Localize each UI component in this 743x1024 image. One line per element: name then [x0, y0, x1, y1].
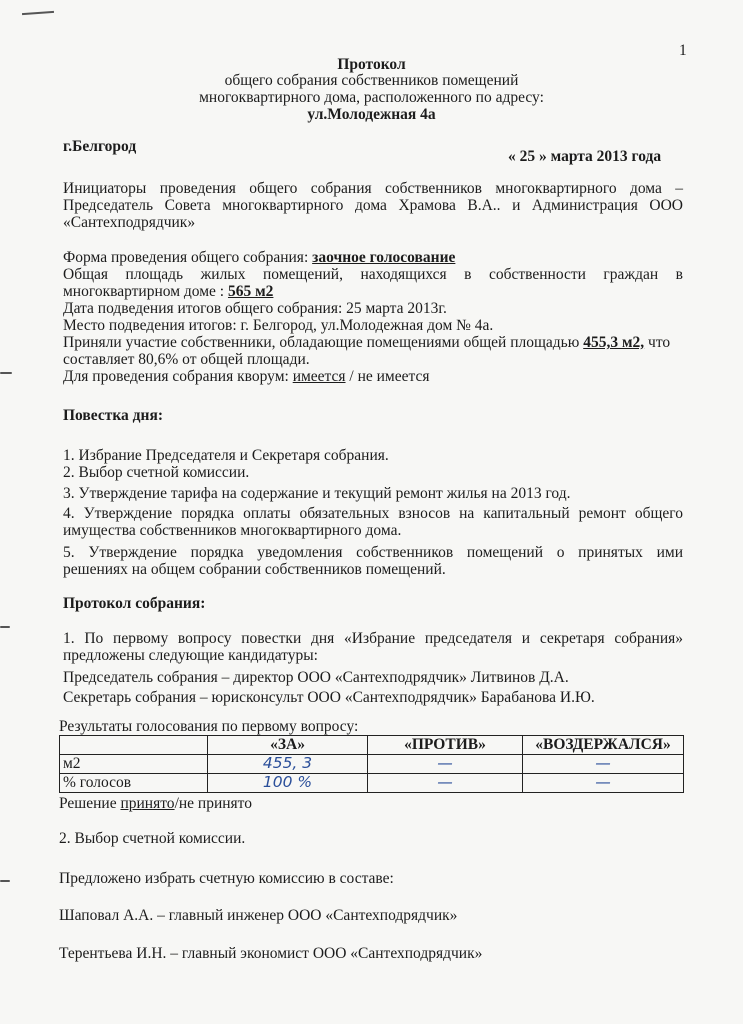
agenda-item: 5. Утверждение порядка уведомления собственников помещений о принятых ими [63, 544, 683, 561]
agenda-item: 3. Утверждение тарифа на содержание и текущий ремонт жилья на 2013 год. [63, 485, 571, 502]
table-row [60, 774, 684, 793]
agenda-item: 2. Выбор счетной комиссии. [63, 464, 250, 481]
table-header-cell: «ВОЗДЕРЖАЛСЯ» [523, 736, 684, 755]
initiators-line: Председатель Совета многоквартирного дома Храмова В.А.. и Администрация ООО [63, 197, 683, 214]
decision-line [59, 795, 252, 812]
question-1-cont: предложены следующие кандидатуры: [63, 647, 318, 664]
handwritten-dash: — [368, 755, 523, 774]
area-line-2 [63, 283, 273, 300]
page-number: 1 [679, 42, 687, 59]
participants-value: 455,3 м2, [583, 334, 645, 351]
scan-mark [0, 880, 10, 882]
secretary-candidate: Секретарь собрания – юрисконсульт ООО «Сантехподрядчик» Барабанова И.Ю. [63, 689, 595, 706]
results-place: Место подведения итогов: г. Белгород, ул.Молодежная дом № 4а. [63, 317, 494, 334]
initiators-line: «Сантехподрядчик» [63, 214, 196, 231]
table-header-row [60, 736, 684, 755]
results-label: Результаты голосования по первому вопросу: [59, 718, 359, 735]
handwritten-dash: — [523, 755, 684, 774]
decision-rest: /не принято [174, 795, 253, 812]
handwritten-value: 455, 3 [208, 755, 368, 774]
decision-yes: принято [120, 795, 175, 812]
handwritten-dash: — [523, 774, 684, 793]
participants-line [63, 334, 670, 351]
area-value: 565 м2 [227, 283, 274, 300]
agenda-item-cont: решениях на общем собрании собственников помещений. [63, 561, 446, 578]
question-2: 2. Выбор счетной комиссии. [59, 830, 246, 847]
quorum-label: Для проведения собрания кворум: [63, 368, 293, 385]
decision-label: Решение [59, 795, 121, 812]
row-label: м2 [60, 755, 208, 774]
handwritten-value: 100 % [208, 774, 368, 793]
scan-mark [0, 626, 10, 628]
city: г.Белгород [63, 138, 137, 155]
quorum-yes: имеется [292, 368, 346, 385]
scan-mark [0, 372, 12, 374]
form-value: заочное голосование [312, 249, 456, 266]
commission-member: Шаповал А.А. – главный инженер ООО «Сантехподрядчик» [59, 907, 458, 924]
results-date: Дата подведения итогов общего собрания: 25 марта 2013г. [63, 300, 447, 317]
participants-line-2: составляет 80,6% от общей площади. [63, 351, 310, 368]
table-header-cell: «ЗА» [208, 736, 368, 755]
quorum-line [63, 368, 429, 385]
doc-address: ул.Молодежная 4а [307, 106, 436, 123]
table-header-cell: «ПРОТИВ» [368, 736, 523, 755]
table-row [60, 755, 684, 774]
initiators-line: Инициаторы проведения общего собрания собственников многоквартирного дома – [63, 180, 683, 197]
quorum-rest: / не имеется [345, 368, 430, 385]
commission-member: Терентьева И.Н. – главный экономист ООО «Сантехподрядчик» [59, 945, 483, 962]
area-label: многоквартирном доме : [63, 283, 228, 300]
question-1: 1. По первому вопросу повестки дня «Избрание председателя и секретаря собрания» [63, 630, 683, 647]
agenda-item: 4. Утверждение порядка оплаты обязательных взносов на капитальный ремонт общего [63, 505, 683, 522]
area-line: Общая площадь жилых помещений, находящихся в собственности граждан в [63, 266, 683, 283]
table-header-cell [60, 736, 208, 755]
handwritten-dash: — [368, 774, 523, 793]
scan-mark [22, 11, 54, 15]
row-label: % голосов [60, 774, 208, 793]
chair-candidate: Председатель собрания – директор ООО «Сантехподрядчик» Литвинов Д.А. [63, 669, 569, 686]
agenda-heading: Повестка дня: [63, 407, 163, 424]
participants-tail: что [644, 334, 671, 351]
voting-results-table [59, 735, 684, 793]
doc-subtitle: многоквартирного дома, расположенного по адресу: [199, 89, 544, 106]
form-label: Форма проведения общего собрания: [63, 249, 313, 266]
doc-subtitle: общего собрания собственников помещений [224, 72, 519, 89]
participants-label: Приняли участие собственники, обладающие помещениями общей площадью [63, 334, 584, 351]
form-line [63, 249, 455, 266]
doc-title: Протокол [337, 56, 406, 73]
proposed-line: Предложено избрать счетную комиссию в составе: [59, 870, 394, 887]
agenda-item-cont: имущества собственников многоквартирного дома. [63, 522, 402, 539]
minutes-heading: Протокол собрания: [63, 595, 206, 612]
agenda-item: 1. Избрание Председателя и Секретаря собрания. [63, 447, 389, 464]
doc-date: « 25 » марта 2013 года [508, 148, 662, 165]
